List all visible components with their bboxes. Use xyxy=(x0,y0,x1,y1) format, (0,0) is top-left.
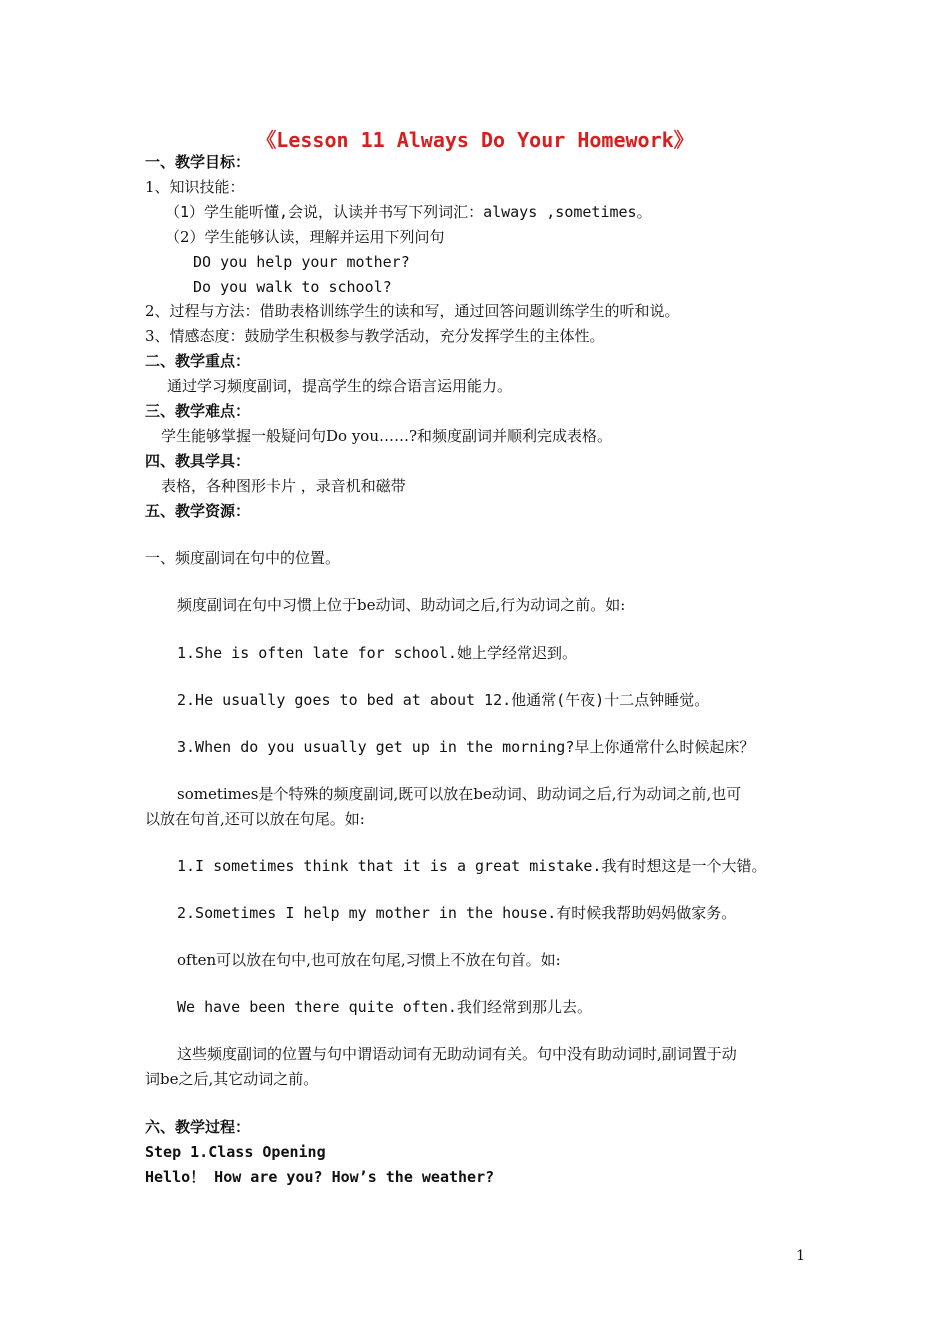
document-title: 《Lesson 11 Always Do Your Homework》 xyxy=(256,128,694,152)
resource-example-4: 1.I sometimes think that it is a great mistake.我有时想这是一个大错。 xyxy=(177,857,767,875)
teaching-aids-text: 表格，各种图形卡片 ，录音机和磁带 xyxy=(161,477,406,495)
resource-paragraph-4-line-1: 这些频度副词的位置与句中谓语动词有无助动词有关。句中没有助动词时,副词置于动 xyxy=(177,1045,737,1063)
page-number: 1 xyxy=(796,1248,805,1264)
resource-example-2: 2.He usually goes to bed at about 12.他通常(午夜)十二点钟睡觉。 xyxy=(177,691,710,709)
section-heading-key-points: 二、教学重点： xyxy=(145,352,251,370)
resource-example-3: 3.When do you usually get up in the morning?早上你通常什么时候起床？ xyxy=(177,738,755,756)
resource-example-5: 2.Sometimes I help my mother in the house.有时候我帮助妈妈做家务。 xyxy=(177,904,737,922)
process-greeting: Hello！ How are you? How’s the weather? xyxy=(145,1168,495,1186)
objective-question-1: DO you help your mother? xyxy=(193,253,410,271)
resource-title: 一、频度副词在句中的位置。 xyxy=(145,549,341,567)
key-points-text: 通过学习频度副词，提高学生的综合语言运用能力。 xyxy=(167,377,513,395)
objective-sub-2: （2）学生能够认读，理解并运用下列问句 xyxy=(165,228,445,246)
resource-paragraph-2-line-1: sometimes是个特殊的频度副词,既可以放在be动词、助动词之后,行为动词之前,也可 xyxy=(177,785,742,803)
resource-paragraph-3: often可以放在句中,也可放在句尾,习惯上不放在句首。如: xyxy=(177,951,561,969)
objective-process: 2、过程与方法：借助表格训练学生的读和写，通过回答问题训练学生的听和说。 xyxy=(145,302,680,320)
process-step-1: Step 1.Class Opening xyxy=(145,1143,326,1161)
resource-paragraph-4-line-2: 词be之后,其它动词之前。 xyxy=(145,1070,319,1088)
section-heading-teaching-aids: 四、教具学具： xyxy=(145,452,251,470)
difficulties-text: 学生能够掌握一般疑问句Do you……?和频度副词并顺利完成表格。 xyxy=(161,427,613,445)
section-heading-resources: 五、教学资源： xyxy=(145,502,251,520)
resource-paragraph-1: 频度副词在句中习惯上位于be动词、助动词之后,行为动词之前。如: xyxy=(177,596,626,614)
section-heading-objectives: 一、教学目标： xyxy=(145,153,251,171)
objective-question-2: Do you walk to school? xyxy=(193,278,392,296)
objective-attitude: 3、情感态度：鼓励学生积极参与教学活动，充分发挥学生的主体性。 xyxy=(145,327,605,345)
resource-paragraph-2-line-2: 以放在句首,还可以放在句尾。如: xyxy=(145,810,365,828)
section-heading-process: 六、教学过程： xyxy=(145,1118,251,1136)
section-heading-difficulties: 三、教学难点： xyxy=(145,402,251,420)
objective-knowledge: 1、知识技能： xyxy=(145,178,245,196)
objective-sub-1: （1）学生能听懂,会说，认读并书写下列词汇：always ,sometimes。 xyxy=(165,203,652,221)
resource-example-6: We have been there quite often.我们经常到那儿去。 xyxy=(177,998,592,1016)
resource-example-1: 1.She is often late for school.她上学经常迟到。 xyxy=(177,644,577,662)
